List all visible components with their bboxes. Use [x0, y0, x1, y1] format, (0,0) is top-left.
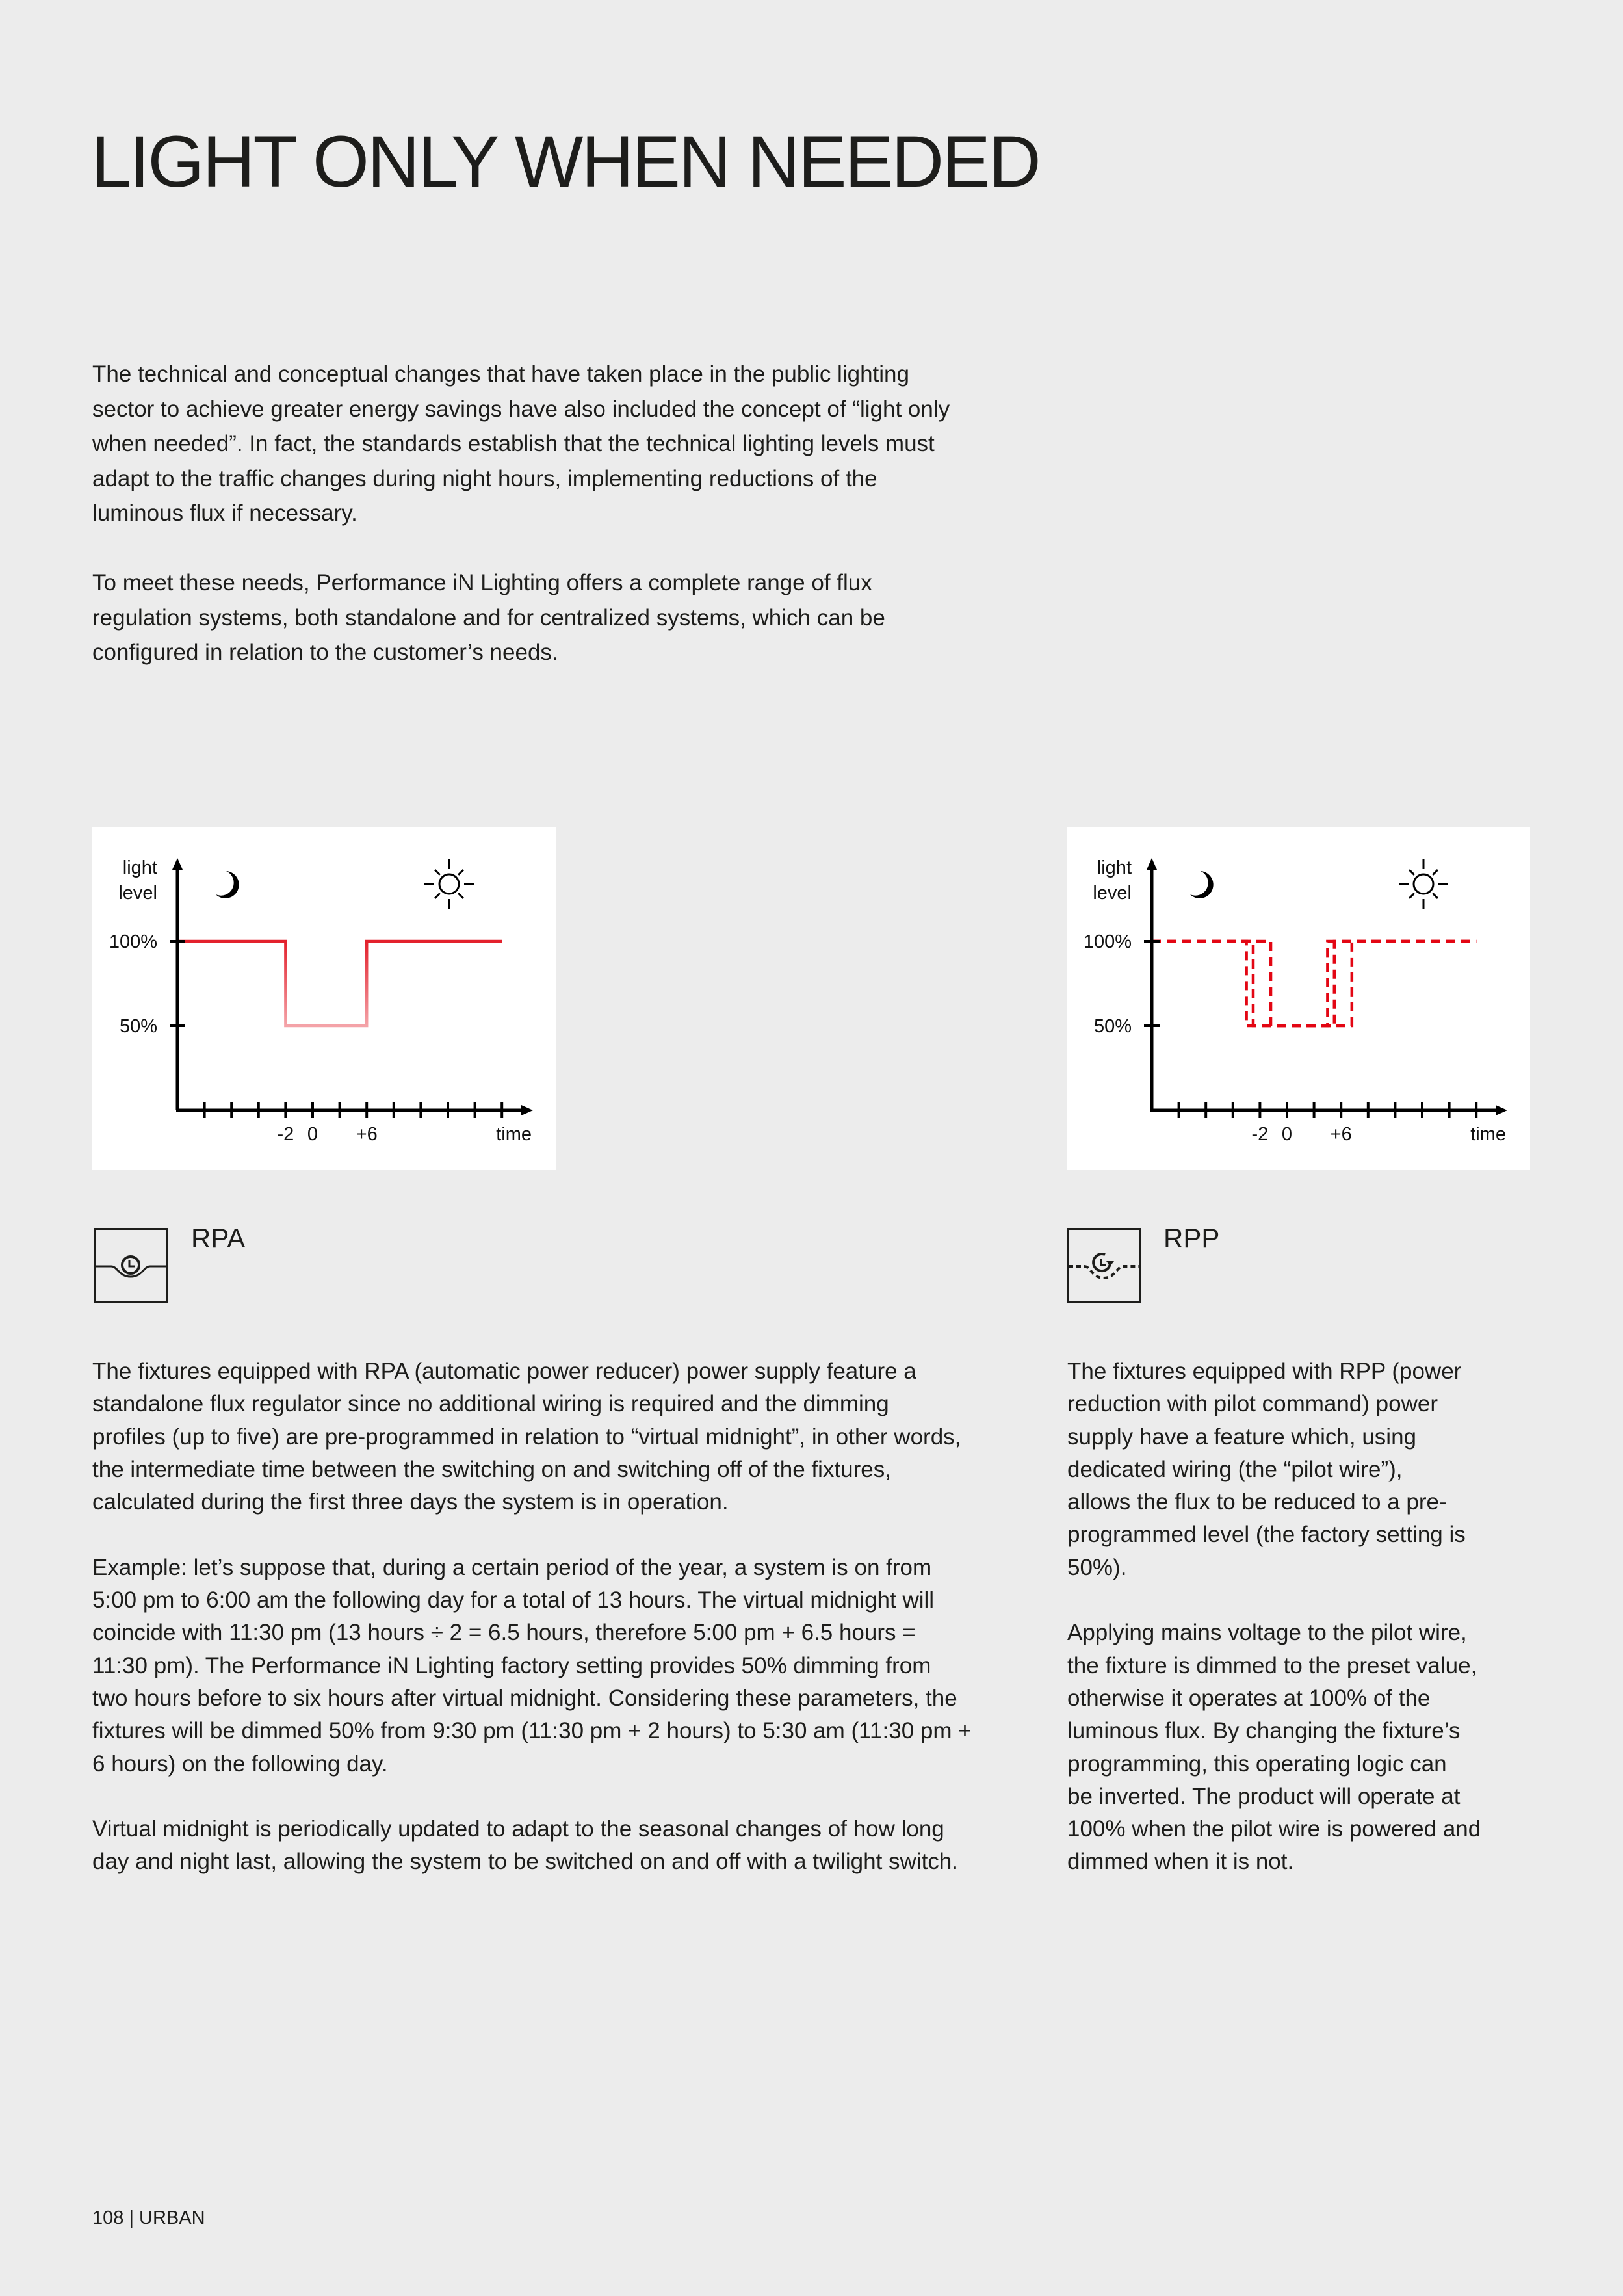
rpp-text-line: programming, this operating logic can: [1067, 1751, 1447, 1777]
rpa-chart-svg: [92, 827, 556, 1170]
rpp-text-line: dimmed when it is not.: [1067, 1849, 1294, 1875]
intro-text-line: The technical and conceptual changes that have taken place in the public lighting: [92, 361, 909, 387]
rpp-text-line: The fixtures equipped with RPP (power: [1067, 1359, 1462, 1384]
rpa-text-line: The fixtures equipped with RPA (automatic power reducer) power supply feature a: [92, 1359, 916, 1384]
moon-icon: [1190, 871, 1214, 898]
paragraph-gap: [92, 1519, 972, 1551]
series-line: [1152, 941, 1476, 1026]
rpp-text-line: reduction with pilot command) power: [1067, 1391, 1438, 1417]
y-tick-label: 50%: [119, 1016, 157, 1037]
rpa-chart: [92, 827, 556, 1170]
series-line: [177, 941, 502, 1026]
rpa-label: RPA: [191, 1223, 246, 1253]
y-axis-label: level: [118, 883, 157, 904]
y-axis-label: level: [1093, 883, 1132, 904]
rpa-text-line: Virtual midnight is periodically updated to adapt to the seasonal changes of how long: [92, 1816, 944, 1842]
rpa-text-line: day and night last, allowing the system to be switched on and off with a twilight switch.: [92, 1849, 959, 1875]
x-tick-label: 0: [1281, 1124, 1293, 1145]
rpa-text-line: two hours before to six hours after virtual midnight. Considering these parameters, the: [92, 1685, 957, 1711]
x-axis-label: time: [1470, 1124, 1506, 1145]
rpp-description: [1067, 1355, 1481, 1879]
y-axis-arrow: [172, 858, 183, 870]
y-tick-label: 100%: [109, 932, 157, 952]
intro-text-line: regulation systems, both standalone and for centralized systems, which can be: [92, 605, 885, 631]
rpp-text-line: supply have a feature which, using: [1067, 1424, 1416, 1450]
x-axis-arrow: [521, 1105, 533, 1115]
rpp-text-line: 100% when the pilot wire is powered and: [1067, 1816, 1481, 1842]
rpa-description: [92, 1355, 972, 1879]
paragraph-gap: [92, 1781, 972, 1813]
series-line: [1152, 941, 1476, 1026]
rpa-text-line: calculated during the first three days the system is in operation.: [92, 1489, 729, 1515]
rpp-text-line: the fixture is dimmed to the preset value,: [1067, 1652, 1477, 1678]
rpp-text-line: 50%).: [1067, 1554, 1127, 1580]
sun-icon: [424, 859, 474, 909]
rpp-label: RPP: [1163, 1223, 1220, 1253]
x-tick-label: +6: [1330, 1124, 1352, 1145]
intro-text-line: when needed”. In fact, the standards establish that the technical lighting levels must: [92, 431, 935, 456]
y-tick-label: 50%: [1093, 1016, 1132, 1037]
rpp-chart-svg: [1067, 827, 1530, 1170]
rpa-text-line: 11:30 pm). The Performance iN Lighting factory setting provides 50% dimming from: [92, 1652, 931, 1678]
paragraph-gap: [92, 531, 950, 566]
rpa-text-line: profiles (up to five) are pre-programmed in relation to “virtual midnight”, in other words,: [92, 1424, 961, 1450]
rpp-text-line: Applying mains voltage to the pilot wire,: [1067, 1620, 1467, 1646]
rpp-text-line: programmed level (the factory setting is: [1067, 1522, 1466, 1548]
page-footer: 108 | URBAN: [92, 2208, 205, 2228]
rpa-text-line: the intermediate time between the switching on and switching off of the fixtures,: [92, 1456, 891, 1482]
rpa-text-line: 6 hours) on the following day.: [92, 1751, 388, 1777]
rpp-text-line: otherwise it operates at 100% of the: [1067, 1685, 1431, 1711]
x-axis-arrow: [1496, 1105, 1507, 1115]
intro-text-line: adapt to the traffic changes during night hours, implementing reductions of the: [92, 465, 877, 491]
y-axis-label: light: [122, 857, 157, 878]
rpp-chart: [1067, 827, 1530, 1170]
rpp-text-line: be inverted. The product will operate at: [1067, 1783, 1461, 1809]
rpa-text-line: fixtures will be dimmed 50% from 9:30 pm (11:30 pm + 2 hours) to 5:30 am (11:30 pm +: [92, 1718, 972, 1744]
rpa-text-line: 5:00 pm to 6:00 am the following day for a total of 13 hours. The virtual midnight will: [92, 1587, 935, 1613]
page-title: LIGHT ONLY WHEN NEEDED: [91, 121, 1039, 203]
rpa-text-line: Example: let’s suppose that, during a certain period of the year, a system is on from: [92, 1554, 932, 1580]
y-axis-label: light: [1097, 857, 1132, 878]
intro-text-line: sector to achieve greater energy savings have also included the concept of “light only: [92, 396, 950, 422]
intro-text-line: configured in relation to the customer’s needs.: [92, 640, 558, 665]
y-tick-label: 100%: [1083, 932, 1132, 952]
rpa-text-line: coincide with 11:30 pm (13 hours ÷ 2 = 6.5 hours, therefore 5:00 pm + 6.5 hours =: [92, 1620, 916, 1646]
rpp-text-line: dedicated wiring (the “pilot wire”),: [1067, 1456, 1403, 1482]
rpp-text-line: luminous flux. By changing the fixture’s: [1067, 1718, 1461, 1744]
clock-on-line-icon: [94, 1228, 168, 1303]
series-line: [1152, 941, 1476, 1026]
moon-icon: [216, 871, 239, 898]
x-axis-label: time: [496, 1124, 532, 1145]
intro-text: [92, 357, 950, 670]
y-axis-arrow: [1147, 858, 1157, 870]
x-tick-label: 0: [307, 1124, 318, 1145]
rpp-text-line: allows the flux to be reduced to a pre-: [1067, 1489, 1447, 1515]
x-tick-label: -2: [277, 1124, 294, 1145]
intro-text-line: luminous flux if necessary.: [92, 501, 357, 526]
x-tick-label: +6: [356, 1124, 378, 1145]
clock-rotate-on-dashed-line-icon: [1067, 1228, 1141, 1303]
paragraph-gap: [1067, 1584, 1481, 1617]
sun-icon: [1399, 859, 1448, 909]
rpa-text-line: standalone flux regulator since no additional wiring is required and the dimming: [92, 1391, 889, 1417]
x-tick-label: -2: [1251, 1124, 1269, 1145]
intro-text-line: To meet these needs, Performance iN Lighting offers a complete range of flux: [92, 570, 872, 595]
